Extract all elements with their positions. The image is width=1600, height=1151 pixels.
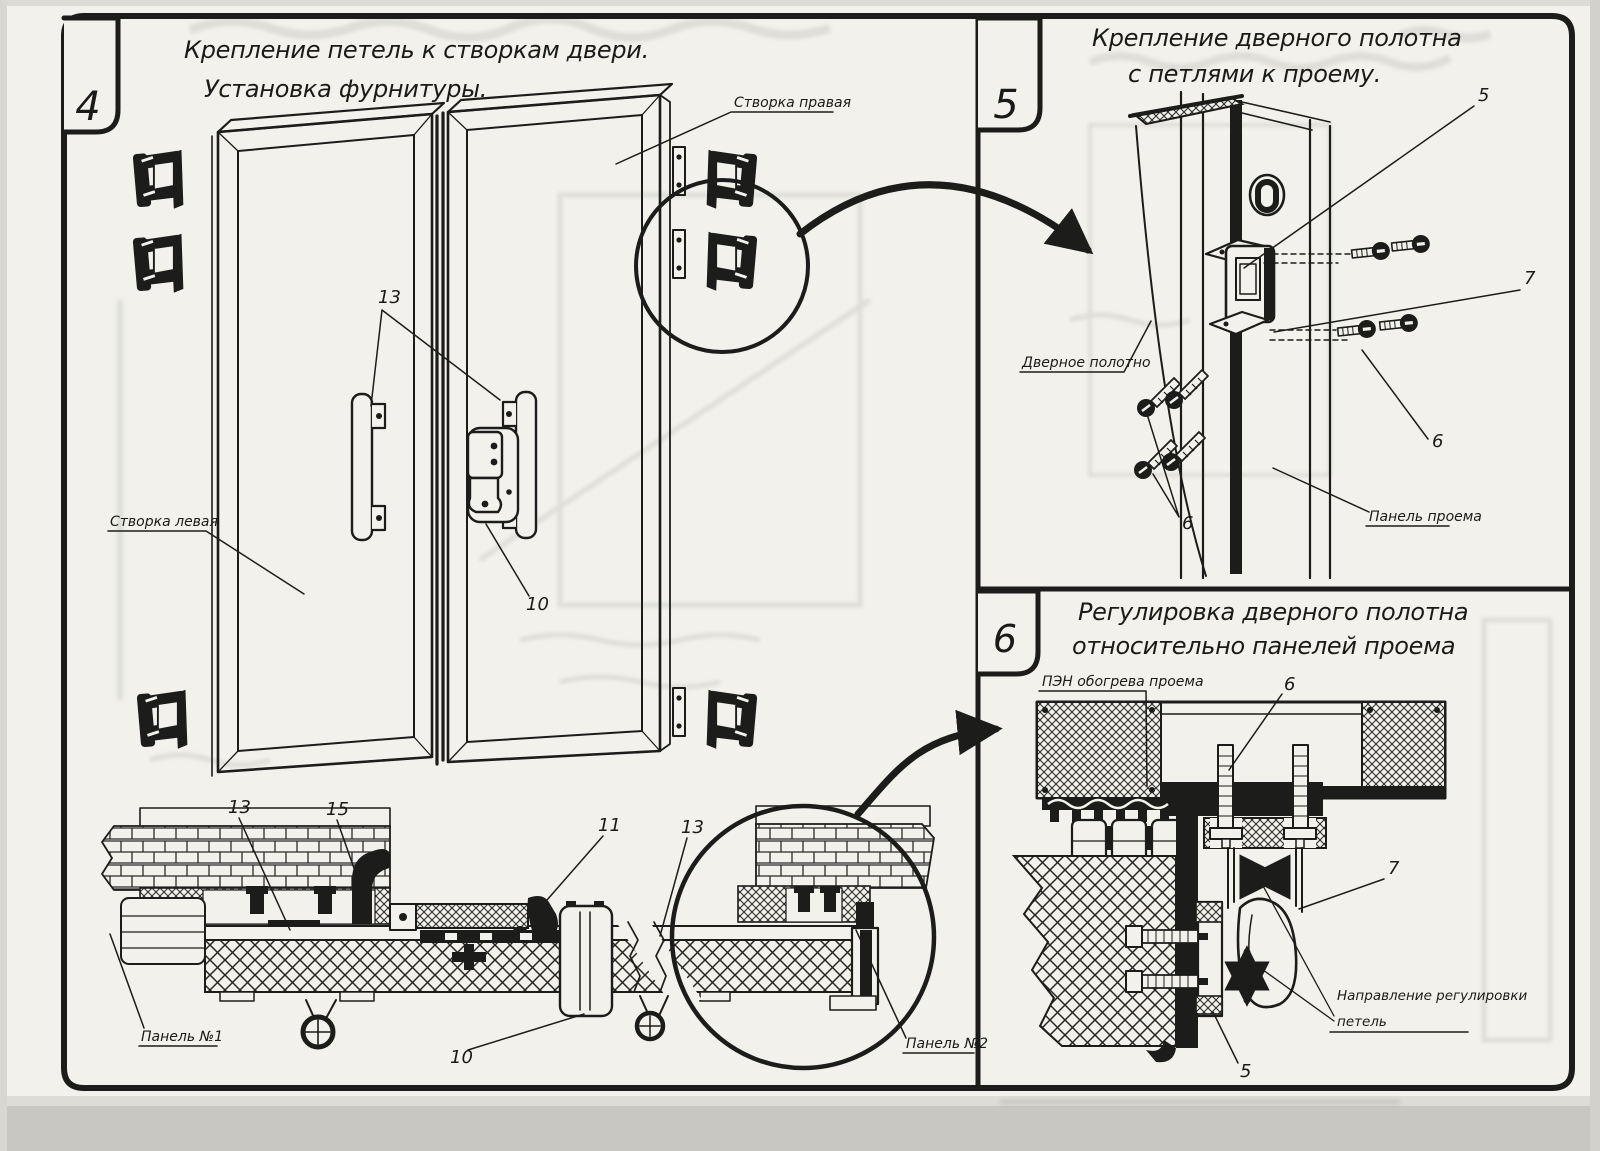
- panel5-title-line2: с петлями к проему.: [1128, 60, 1382, 88]
- callout-10: 10: [526, 594, 549, 615]
- callout-6: 6: [1182, 513, 1194, 534]
- panel5-title-line1: Крепление дверного полотна: [1092, 24, 1462, 52]
- panel6-title-line2: относительно панелей проема: [1072, 632, 1456, 660]
- door-panel-section: [205, 940, 860, 992]
- heater-panel-right: [1362, 702, 1445, 798]
- panel5-number: 5: [993, 82, 1019, 128]
- label-direction-line1: Направление регулировки: [1337, 988, 1528, 1004]
- label-panel1: Панель №1: [141, 1029, 223, 1045]
- callout-13: 13: [681, 817, 704, 838]
- hinge-plate: [673, 230, 685, 278]
- panel4-title-line1: Крепление петель к створкам двери.: [184, 36, 649, 64]
- label-direction-line2: петель: [1337, 1014, 1387, 1030]
- latch-housing-section: [560, 906, 612, 1016]
- heater-panel-left: [1037, 702, 1161, 798]
- label-panel2: Панель №2: [906, 1036, 988, 1052]
- adjust-bolt: [1293, 745, 1308, 831]
- callout-13: 13: [378, 287, 401, 308]
- label-door-leaf: Дверное полотно: [1022, 355, 1151, 371]
- callout-5: 5: [1478, 85, 1490, 106]
- callout-10: 10: [450, 1047, 473, 1068]
- panel4-title-line2: Установка фурнитуры.: [204, 75, 488, 103]
- panel6-title-line1: Регулировка дверного полотна: [1078, 598, 1469, 626]
- hinge-plate: [673, 688, 685, 736]
- callout-5: 5: [1240, 1061, 1252, 1082]
- callout-15: 15: [326, 799, 349, 820]
- label-left-leaf: Створка левая: [110, 514, 218, 530]
- label-heater: ПЭН обогрева проема: [1042, 674, 1204, 690]
- callout-11: 11: [598, 815, 621, 836]
- panel4-number: 4: [75, 84, 101, 130]
- callout-13: 13: [228, 797, 251, 818]
- label-right-leaf: Створка правая: [734, 95, 851, 111]
- callout-7: 7: [1388, 858, 1400, 879]
- callout-7: 7: [1524, 268, 1536, 289]
- callout-6: 6: [1432, 431, 1444, 452]
- latch: [468, 428, 518, 522]
- callout-6: 6: [1284, 674, 1296, 695]
- adjust-bolt: [1218, 745, 1233, 831]
- panel6-number: 6: [992, 617, 1018, 661]
- label-opening-panel: Панель проема: [1369, 509, 1482, 525]
- brick-wall: [102, 826, 390, 890]
